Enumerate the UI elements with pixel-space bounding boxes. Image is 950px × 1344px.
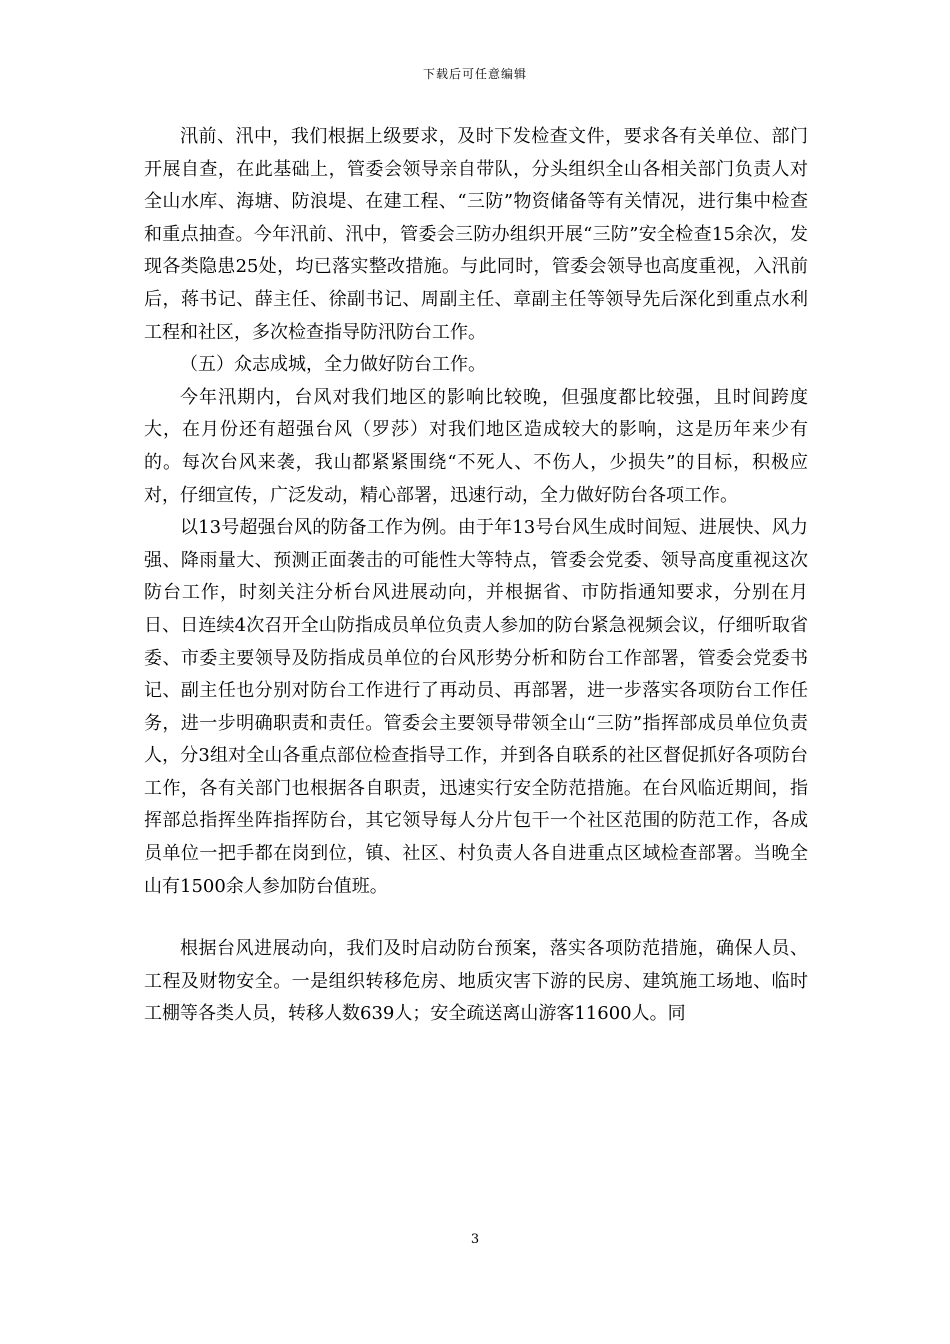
page-header: 下载后可任意编辑 xyxy=(422,67,527,81)
section-heading: （五）众志成城，全力做好防台工作。 xyxy=(180,354,486,376)
paragraph-typhoon-overview: 今年汛期内，台风对我们地区的影响比较晚，但强度都比较强，且时间跨度大，在月份还有超强台风（罗莎）对我们地区造成较大的影响，这是历年来少有的。每次台风来袭，我山都紧紧围绕“不死人、不伤人，少损失”的目标，积极应对，仔细宣传，广泛发动，精心部署，迅速行动，全力做好防台各项工作。 xyxy=(144,386,808,506)
paragraph-typhoon-13: 以13号超强台风的防备工作为例。由于年13号台风生成时间短、进展快、风力强、降雨量大、预测正面袭击的可能性大等特点，管委会党委、领导高度重视这次防台工作，时刻关注分析台风进展动向，并根据省、市防指通知要求，分别在月日、日连续4次召开全山防指成员单位负责人参加的防台紧急视频会议，仔细听取省委、市委主要领导及防指成员单位的台风形势分析和防台工作部署，管委会党委书记、副主任也分别对防台工作进行了再动员、再部署，进一步落实各项防台工作任务，进一步明确职责和责任。管委会主要领导带领全山“三防”指挥部成员单位负责人，分3组对全山各重点部位检查指导工作，并到各自联系的社区督促抓好各项防台工作，各有关部门也根据各自职责，迅速实行安全防范措施。在台风临近期间，指挥部总指挥坐阵指挥防台，其它领导每人分片包干一个社区范围的防范工作，各成员单位一把手都在岗到位，镇、社区、村负责人各自进重点区域检查部署。当晚全山有1500余人参加防台值班。 xyxy=(144,517,808,897)
page-number: 3 xyxy=(470,1232,480,1247)
paragraph-inspection: 汛前、汛中，我们根据上级要求，及时下发检查文件，要求各有关单位、部门开展自查，在此基础上，管委会领导亲自带队，分头组织全山各相关部门负责人对全山水库、海塘、防浪堤、在建工程、“三防”物资储备等有关情况，进行集中检查和重点抽查。今年汛前、汛中，管委会三防办组织开展“三防”安全检查15余次，发现各类隐患25处，均已落实整改措施。与此同时，管委会领导也高度重视，入汛前后，蒋书记、薛主任、徐副书记、周副主任、章副主任等领导先后深化到重点水利工程和社区，多次检查指导防汛防台工作。 xyxy=(144,126,808,343)
paragraph-evacuation: 根据台风进展动向，我们及时启动防台预案，落实各项防范措施，确保人员、工程及财物安全。一是组织转移危房、地质灾害下游的民房、建筑施工场地、临时工棚等各类人员，转移人数639人；安全疏送离山游客11600人。同 xyxy=(144,938,808,1025)
document-body xyxy=(144,121,808,1031)
